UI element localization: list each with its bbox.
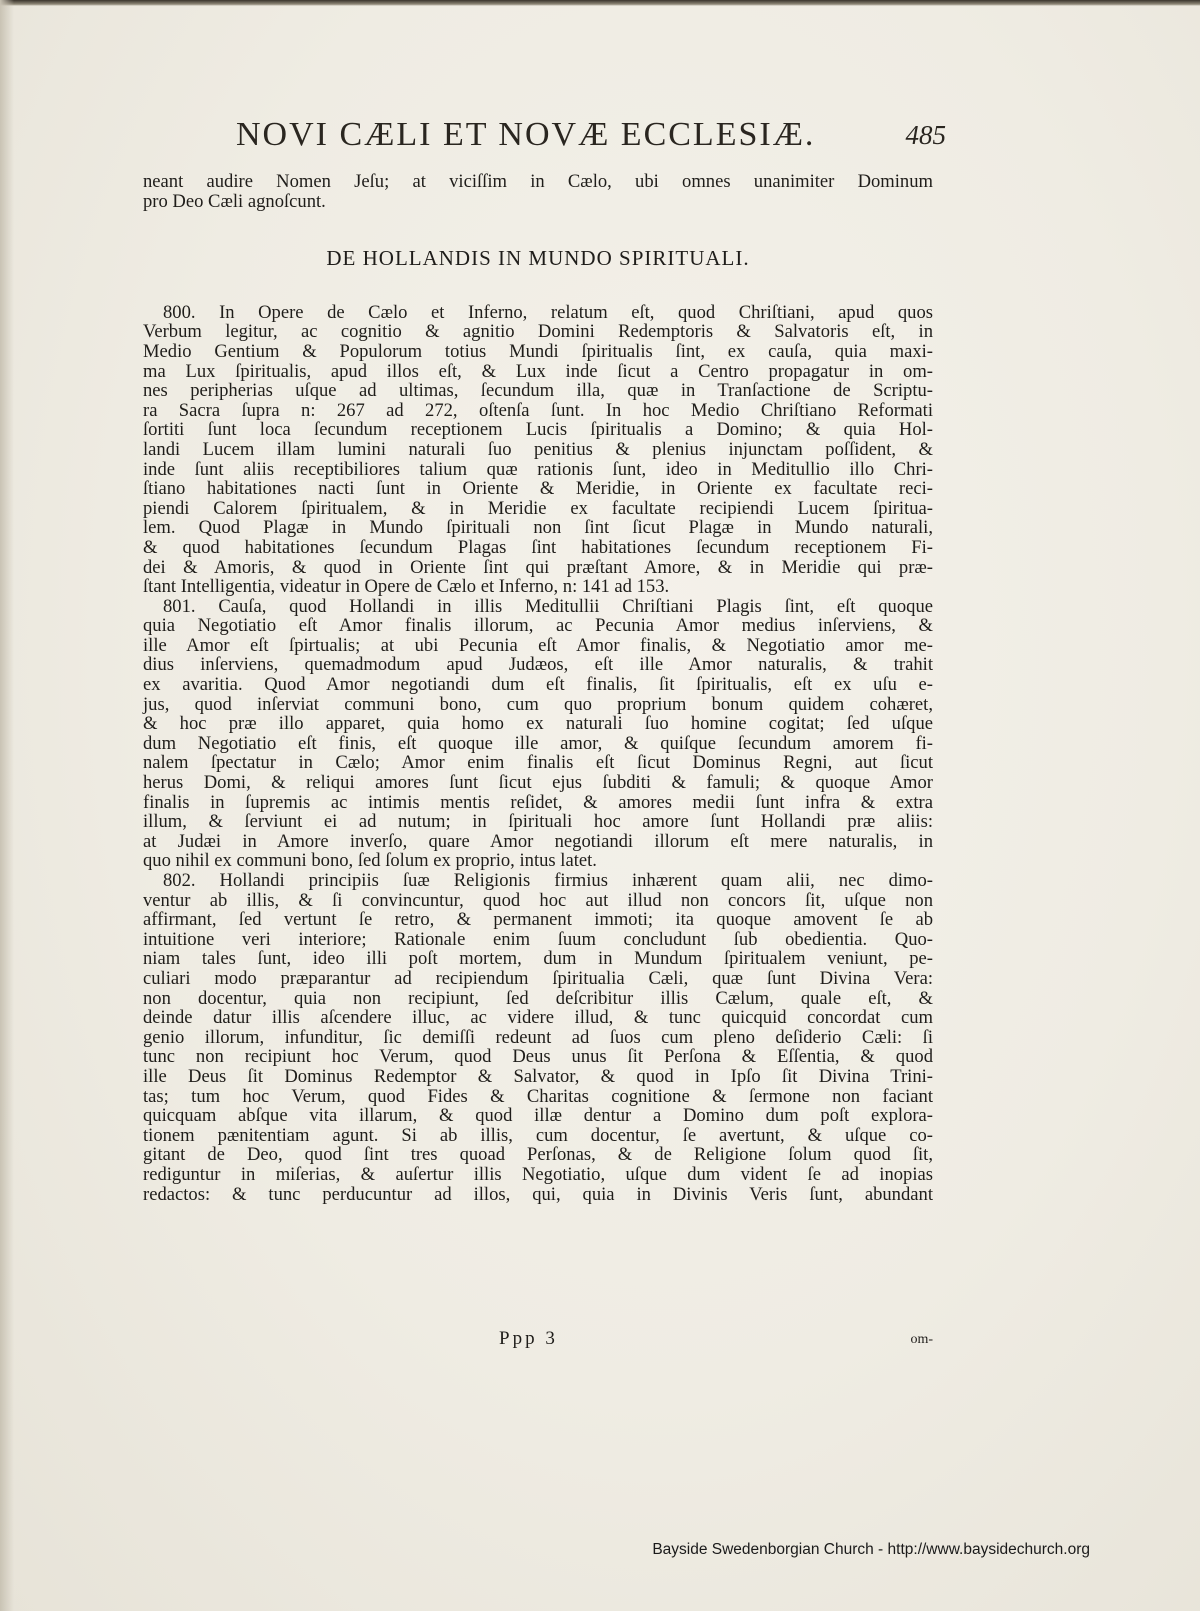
body-line: tas; tum hoc Verum, quod Fides & Charitas cognitione & ſermone non faciant bbox=[143, 1085, 933, 1107]
running-head-title: NOVI CÆLI ET NOVÆ ECCLESIÆ. bbox=[236, 116, 816, 153]
section-heading: DE HOLLANDIS IN MUNDO SPIRITUALI. bbox=[326, 246, 750, 271]
body-line: finalis in ſupremis ac intimis mentis reſidet, & amores medii ſunt infra & extra bbox=[143, 791, 933, 813]
body-line: 801. Cauſa, quod Hollandi in illis Meditullii Chriſtiani Plagis ſint, eſt quoque bbox=[163, 595, 933, 617]
body-text bbox=[143, 172, 933, 1204]
body-line: pro Deo Cæli agnoſcunt. bbox=[143, 190, 326, 212]
body-line: inde ſunt aliis receptibiliores talium quæ rationis ſunt, ideo in Meditullio illo Chri- bbox=[143, 458, 933, 480]
body-line: gitant de Deo, quod ſint tres quoad Perſonas, & de Religione ſolum quod ſit, bbox=[143, 1144, 933, 1166]
body-line: herus Domi, & reliqui amores ſunt ſicut ejus ſubditi & famuli; & quoque Amor bbox=[143, 772, 933, 794]
body-line: non docentur, quia non recipiunt, ſed deſcribitur illis Cælum, quale eſt, & bbox=[143, 987, 933, 1009]
body-line: niam tales ſunt, ideo illi poſt mortem, dum in Mundum ſpiritualem veniunt, pe- bbox=[143, 948, 933, 970]
body-line: ra Sacra ſupra n: 267 ad 272, oſtenſa ſunt. In hoc Medio Chriſtiano Reformati bbox=[143, 399, 933, 421]
body-line: affirmant, ſed vertunt ſe retro, & permanent immoti; ita quoque amovent ſe ab bbox=[143, 909, 933, 931]
body-line: ventur ab illis, & ſi convincuntur, quod hoc aut illud non concors ſit, uſque non bbox=[143, 889, 933, 911]
body-line: deinde datur illis aſcendere illuc, ac videre illud, & tunc quicquid concordat cum bbox=[143, 1007, 933, 1029]
page-number: 485 bbox=[905, 120, 946, 150]
page-foot bbox=[143, 1328, 933, 1350]
body-line: redactos: & tunc perducuntur ad illos, qui, quia in Divinis Veris ſunt, abundant bbox=[143, 1183, 933, 1205]
body-line: quo nihil ex communi bono, ſed ſolum ex proprio, intus latet. bbox=[143, 850, 597, 872]
body-line: 800. In Opere de Cælo et Inferno, relatum eſt, quod Chriſtiani, apud quos bbox=[163, 301, 933, 323]
body-line: jus, quod inſerviat communi bono, cum quo proprium bonum quidem cohæret, bbox=[143, 693, 933, 715]
body-line: rediguntur in miſerias, & auſertur illis Negotiatio, uſque dum vident ſe ad inopias bbox=[143, 1163, 933, 1185]
body-line: genio illorum, infunditur, ſic demiſſi redeunt ad ſuos cum pleno deſiderio Cæli: ſi bbox=[143, 1026, 933, 1048]
running-head bbox=[236, 116, 946, 164]
body-line: lem. Quod Plagæ in Mundo ſpirituali non ſint ſicut Plagæ in Mundo naturali, bbox=[143, 517, 933, 539]
catchword: om- bbox=[910, 1332, 933, 1347]
body-line: ma Lux ſpiritualis, apud illos eſt, & Lux inde ſicut a Centro propagatur in om- bbox=[143, 360, 933, 382]
body-line: piendi Calorem ſpiritualem, & in Meridie ex facultate recipiendi Lucem ſpiritua- bbox=[143, 497, 933, 519]
body-line: neant audire Nomen Jeſu; at viciſſim in Cælo, ubi omnes unanimiter Dominum bbox=[143, 171, 933, 192]
body-line: dius inſerviens, quemadmodum apud Judæos, eſt ille Amor naturalis, & trahit bbox=[143, 654, 933, 676]
body-line: quicquam abſque vita illarum, & quod illæ dentur a Domino dum poſt explora- bbox=[143, 1105, 933, 1127]
body-line: illum, & ſerviunt ei ad nutum; in ſpirituali hoc amore ſunt Hollandi præ aliis: bbox=[143, 811, 933, 833]
body-line: at Judæi in Amore inverſo, quare Amor negotiandi illorum eſt mere naturalis, in bbox=[143, 830, 933, 852]
signature-mark: Ppp 3 bbox=[499, 1328, 558, 1349]
body-line: ſtant Intelligentia, videatur in Opere de Cælo et Inferno, n: 141 ad 153. bbox=[143, 576, 670, 598]
body-line: ſtiano habitationes nacti ſunt in Oriente & Meridie, in Oriente ex facultate reci- bbox=[143, 478, 933, 500]
body-line: Verbum legitur, ac cognitio & agnitio Domini Redemptoris & Salvatoris eſt, in bbox=[143, 321, 933, 343]
body-line: tionem pænitentiam agunt. Si ab illis, cum docentur, ſe avertunt, & uſque co- bbox=[143, 1124, 933, 1146]
page-gutter-shadow bbox=[0, 0, 14, 1611]
body-line: nes peripherias uſque ad ultimas, ſecundum illa, quæ in Tranſactione de Scriptu- bbox=[143, 380, 933, 402]
body-line: ille Amor eſt ſpirtualis; at ubi Pecunia eſt Amor finalis, & Negotiatio amor me- bbox=[143, 634, 933, 656]
body-line: & quod habitationes ſecundum Plagas ſint habitationes ſecundum receptionem Fi- bbox=[143, 536, 933, 558]
footer-credit: Bayside Swedenborgian Church - http://www.baysidechurch.org bbox=[652, 1541, 1090, 1558]
body-line: tunc non recipiunt hoc Verum, quod Deus unus ſit Perſona & Eſſentia, & quod bbox=[143, 1046, 933, 1068]
body-line: nalem ſpectatur in Cælo; Amor enim finalis eſt ſicut Dominus Regni, aut ſicut bbox=[143, 752, 933, 774]
body-line: ex avaritia. Quod Amor negotiandi dum eſt finalis, ſit ſpiritualis, eſt ex uſu e- bbox=[143, 674, 933, 696]
body-line: & hoc præ illo apparet, quia homo ex naturali ſuo homine cogitat; ſed uſque bbox=[143, 713, 933, 735]
body-line: Medio Gentium & Populorum totius Mundi ſpiritualis ſint, ex cauſa, quia maxi- bbox=[143, 340, 933, 362]
body-line: quia Negotiatio eſt Amor finalis illorum, ac Pecunia Amor medius inſerviens, & bbox=[143, 615, 933, 637]
body-line: culiari modo præparantur ad recipiendum ſpiritualia Cæli, quæ ſunt Divina Vera: bbox=[143, 967, 933, 989]
body-line: landi Lucem illam lumini naturali ſuo penitius & plenius injunctam poſſident, & bbox=[143, 438, 933, 460]
body-line: dum Negotiatio eſt finis, eſt quoque ille amor, & quiſque ſecundum amorem fi- bbox=[143, 732, 933, 754]
page-top-edge bbox=[0, 0, 1200, 6]
body-line: 802. Hollandi principiis ſuæ Religionis firmius inhærent quam alii, nec dimo- bbox=[163, 870, 933, 891]
body-line: ſortiti ſunt loca ſecundum receptionem Lucis ſpiritualis a Domino; & quia Hol- bbox=[143, 419, 933, 441]
body-line: intuitione veri interiore; Rationale enim ſuum concludunt ſub obedientia. Quo- bbox=[143, 928, 933, 950]
body-line: dei & Amoris, & quod in Oriente ſint qui præſtant Amore, & in Meridie qui præ- bbox=[143, 556, 933, 578]
body-line: ille Deus ſit Dominus Redemptor & Salvator, & quod in Ipſo ſit Divina Trini- bbox=[143, 1065, 933, 1087]
